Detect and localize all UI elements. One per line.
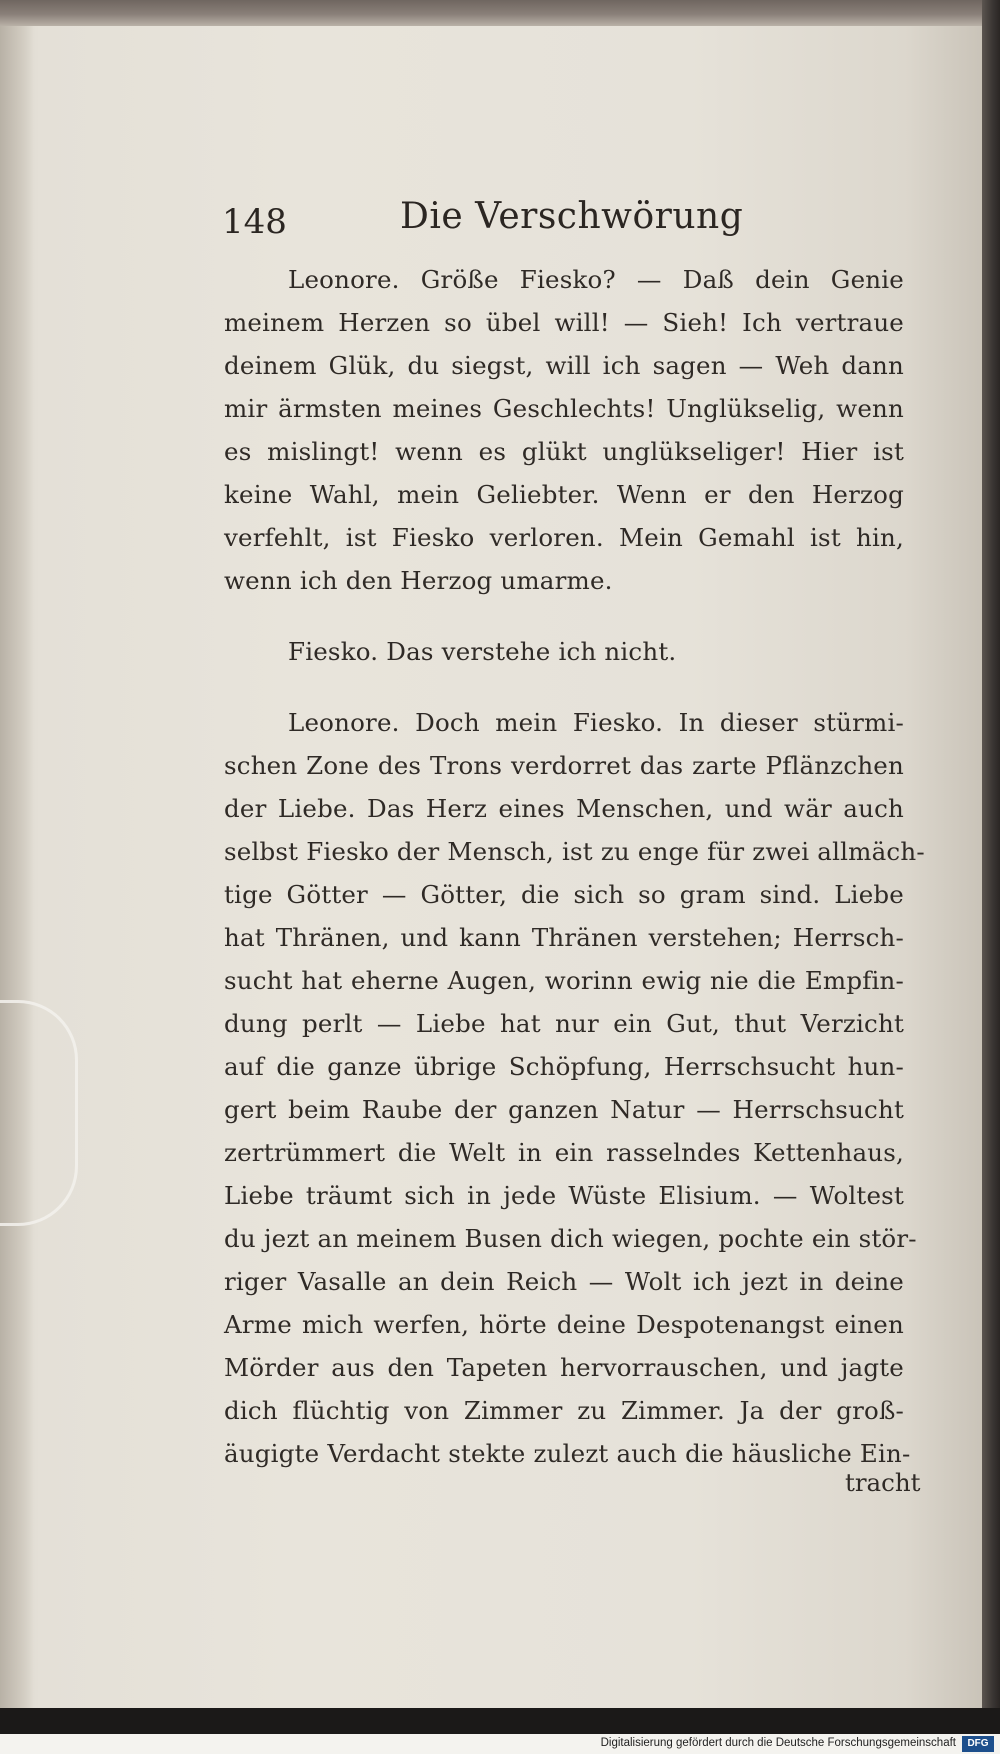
page-top-edge bbox=[0, 0, 1000, 26]
text-line: auf die ganze übrige Schöpfung, Herrschsucht hun- bbox=[224, 1052, 904, 1081]
text-line: du jezt an meinem Busen dich wiegen, pochte ein stör- bbox=[224, 1224, 917, 1253]
text-line: es mislingt! wenn es glükt unglükseliger! Hier ist bbox=[224, 437, 904, 466]
speech-gap bbox=[224, 673, 904, 701]
text-line: tige Götter — Götter, die sich so gram sind. Liebe bbox=[224, 880, 904, 909]
text-line: dung perlt — Liebe hat nur ein Gut, thut Verzicht bbox=[224, 1009, 904, 1038]
text-line: äugigte Verdacht stekte zulezt auch die häusliche Ein- bbox=[224, 1439, 911, 1468]
text-line: zertrümmert die Welt in ein rasselndes Kettenhaus, bbox=[224, 1138, 904, 1167]
text-line: schen Zone des Trons verdorret das zarte Pflänzchen bbox=[224, 751, 904, 780]
text-line: der Liebe. Das Herz eines Menschen, und wär auch bbox=[224, 794, 904, 823]
text-line: riger Vasalle an dein Reich — Wolt ich jezt in deine bbox=[224, 1267, 904, 1296]
text-line: Leonore. Doch mein Fiesko. In dieser stürmi- bbox=[288, 708, 904, 737]
page-number: 148 bbox=[222, 202, 287, 242]
scan-bottom-band bbox=[0, 1708, 1000, 1734]
running-head: Die Verschwörung bbox=[400, 196, 744, 237]
text-line: Mörder aus den Tapeten hervorrauschen, und jagte bbox=[224, 1353, 904, 1382]
text-line: keine Wahl, mein Geliebter. Wenn er den Herzog bbox=[224, 480, 904, 509]
text-line: sucht hat eherne Augen, worinn ewig nie die Empfin- bbox=[224, 966, 904, 995]
text-line: Arme mich werfen, hörte deine Despotenangst einen bbox=[224, 1310, 904, 1339]
digitization-footer bbox=[0, 1734, 1000, 1754]
text-line: meinem Herzen so übel will! — Sieh! Ich vertraue bbox=[224, 308, 904, 337]
text-line: wenn ich den Herzog umarme. bbox=[224, 566, 613, 595]
page-right-edge bbox=[982, 0, 1000, 1754]
text-line: verfehlt, ist Fiesko verloren. Mein Gemahl ist hin, bbox=[224, 523, 904, 552]
catchword: tracht bbox=[845, 1468, 921, 1497]
text-line: dich flüchtig von Zimmer zu Zimmer. Ja der groß- bbox=[224, 1396, 904, 1425]
text-line: Fiesko. Das verstehe ich nicht. bbox=[288, 637, 677, 666]
body-text bbox=[224, 258, 925, 1475]
page-header bbox=[222, 196, 922, 246]
text-line: selbst Fiesko der Mensch, ist zu enge für zwei allmäch- bbox=[224, 837, 925, 866]
text-line: deinem Glük, du siegst, will ich sagen — Weh dann bbox=[224, 351, 904, 380]
page-gutter-shadow bbox=[0, 18, 34, 1708]
footer-credit[interactable]: Digitalisierung gefördert durch die Deutsche Forschungsgemeinschaft bbox=[600, 1737, 956, 1749]
text-line: Leonore. Größe Fiesko? — Daß dein Genie bbox=[288, 265, 904, 294]
clip-mark bbox=[0, 1000, 78, 1226]
speech-gap bbox=[224, 602, 904, 630]
text-line: Liebe träumt sich in jede Wüste Elisium. — Woltest bbox=[224, 1181, 904, 1210]
text-line: mir ärmsten meines Geschlechts! Unglükselig, wenn bbox=[224, 394, 904, 423]
text-line: hat Thränen, und kann Thränen verstehen; Herrsch- bbox=[224, 923, 904, 952]
dfg-logo[interactable]: DFG bbox=[962, 1736, 994, 1752]
text-line: gert beim Raube der ganzen Natur — Herrschsucht bbox=[224, 1095, 904, 1124]
